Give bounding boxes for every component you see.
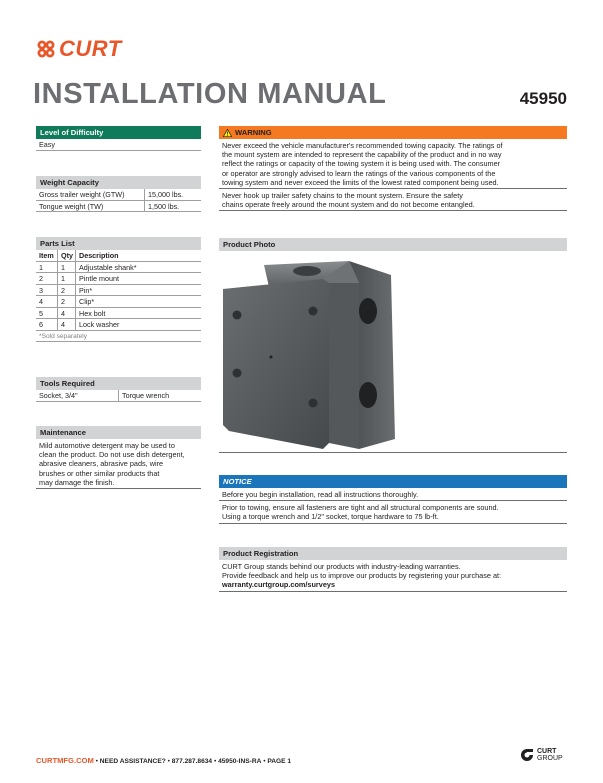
sold-separately-note: *Sold separately xyxy=(39,332,88,340)
footer-separator: • xyxy=(213,758,217,765)
notice-line: Prior to towing, ensure all fasteners are tight and all structural components are sound. xyxy=(222,503,499,513)
footer-phone: 877.287.8634 xyxy=(171,758,213,765)
part-item: 5 xyxy=(36,308,58,319)
group-line-2: GROUP xyxy=(537,755,563,763)
table-row xyxy=(36,296,201,308)
difficulty-value: Easy xyxy=(39,140,55,149)
footer-info xyxy=(36,756,291,765)
part-description: Pintle mount xyxy=(79,274,119,283)
difficulty-row xyxy=(36,139,201,151)
maintenance-text xyxy=(36,439,201,489)
maintenance-line: clean the product. Do not use dish detergent, xyxy=(39,450,185,460)
weight-capacity-heading: Weight Capacity xyxy=(36,176,201,189)
curt-group-wordmark xyxy=(537,748,563,763)
warning-heading: WARNING xyxy=(235,128,272,137)
brand-name: CURT xyxy=(59,36,122,61)
tools-heading: Tools Required xyxy=(36,377,201,390)
warning-text-2 xyxy=(219,189,567,211)
footer-assistance: NEED ASSISTANCE? xyxy=(99,758,166,765)
part-number: 45950 xyxy=(519,89,567,108)
warning-line: reflect the ratings or capacity of the towing system it is being used with. The consumer xyxy=(222,159,501,169)
product-photo-heading: Product Photo xyxy=(219,238,567,251)
part-qty: 2 xyxy=(58,296,76,307)
product-photo-section xyxy=(219,238,567,251)
part-qty: 4 xyxy=(58,308,76,319)
table-row xyxy=(36,189,201,201)
part-item: 1 xyxy=(36,262,58,273)
warning-line: chains operate freely around the mount system and do not become entangled. xyxy=(222,200,475,210)
pintle-mount-image xyxy=(219,253,567,453)
notice-line: Using a torque wrench and 1/2" socket, torque hardware to 75 lb-ft. xyxy=(222,512,439,522)
col-item-header: Item xyxy=(36,250,58,261)
page-title: INSTALLATION MANUAL xyxy=(33,78,387,110)
weight-label: Tongue weight (TW) xyxy=(36,201,145,212)
maintenance-line: abrasive cleaners, abrasive pads, wire xyxy=(39,459,164,469)
notice-text-2 xyxy=(219,501,567,523)
parts-list-section xyxy=(36,237,201,342)
footer-site-link[interactable]: CURTMFG.COM xyxy=(36,756,94,765)
maintenance-section xyxy=(36,426,201,489)
warning-line: the mount system are intended to represent the capability of the product and in no way xyxy=(222,150,502,160)
difficulty-section xyxy=(36,126,201,151)
maintenance-heading: Maintenance xyxy=(36,426,201,439)
weight-capacity-section xyxy=(36,176,201,212)
notice-line: Before you begin installation, read all instructions thoroughly. xyxy=(222,490,419,499)
registration-link[interactable]: warranty.curtgroup.com/surveys xyxy=(222,580,336,590)
table-row xyxy=(36,308,201,320)
part-description: Hex bolt xyxy=(79,308,106,318)
weight-value: 15,000 lbs. xyxy=(148,190,184,199)
footer-separator: • xyxy=(167,758,170,765)
maintenance-line: may damage the finish. xyxy=(39,477,115,487)
product-photo xyxy=(219,253,567,453)
col-qty-header: Qty xyxy=(58,250,76,261)
registration-line: CURT Group stands behind our products with industry-leading warranties. xyxy=(222,562,461,571)
curt-logo xyxy=(36,36,122,62)
registration-heading: Product Registration xyxy=(219,547,567,560)
weight-value: 1,500 lbs. xyxy=(148,201,180,211)
group-line-1: CURT xyxy=(537,748,557,755)
table-row xyxy=(36,262,201,274)
maintenance-line: Mild automotive detergent may be used to xyxy=(39,441,175,450)
notice-heading: NOTICE xyxy=(219,475,567,488)
warning-text-1 xyxy=(219,139,567,189)
tool-item: Torque wrench xyxy=(122,391,170,400)
col-description-header: Description xyxy=(79,251,119,260)
table-row xyxy=(36,319,201,331)
difficulty-heading: Level of Difficulty xyxy=(36,126,201,139)
part-qty: 4 xyxy=(58,319,76,330)
tools-row xyxy=(36,390,201,402)
curt-group-logo xyxy=(520,748,563,763)
part-qty: 2 xyxy=(58,285,76,296)
curt-gears-icon xyxy=(36,39,56,59)
parts-note-row xyxy=(36,331,201,343)
parts-list-heading: Parts List xyxy=(36,237,201,250)
warning-line: Never exceed the vehicle manufacturer's recommended towing capacity. The ratings of xyxy=(222,141,503,150)
warning-line: or operator are strongly advised to learn the ratings of the various components of the xyxy=(222,168,496,178)
part-description: Pin* xyxy=(79,285,93,295)
weight-label: Gross trailer weight (GTW) xyxy=(36,189,145,200)
table-header-row xyxy=(36,250,201,262)
warning-line: towing system and never exceed the limits of the lowest rated component being used. xyxy=(222,177,499,187)
footer-separator: • xyxy=(95,758,98,765)
part-item: 3 xyxy=(36,285,58,296)
registration-line: Provide feedback and help us to improve our products by registering your purchase at: xyxy=(222,571,502,581)
table-row xyxy=(36,201,201,213)
curt-group-icon xyxy=(520,748,534,762)
tool-item: Socket, 3/4" xyxy=(36,390,119,401)
part-item: 6 xyxy=(36,319,58,330)
tools-section xyxy=(36,377,201,402)
part-item: 2 xyxy=(36,273,58,284)
registration-text xyxy=(219,560,567,592)
part-description: Adjustable shank* xyxy=(79,262,137,272)
part-qty: 1 xyxy=(58,273,76,284)
warning-section xyxy=(219,126,567,211)
part-description: Lock washer xyxy=(79,320,120,329)
footer-page-number: PAGE 1 xyxy=(267,758,292,765)
maintenance-line: brushes or other similar products that xyxy=(39,468,160,478)
table-row xyxy=(36,285,201,297)
table-row xyxy=(36,273,201,285)
registration-section xyxy=(219,547,567,592)
part-qty: 1 xyxy=(58,262,76,273)
warning-heading-bar xyxy=(219,126,567,139)
warning-triangle-icon xyxy=(223,129,232,137)
warning-line: Never hook up trailer safety chains to the mount system. Ensure the safety xyxy=(222,191,463,201)
footer-separator: • xyxy=(263,758,266,765)
part-item: 4 xyxy=(36,296,58,307)
footer-doc-number: 45950-INS-RA xyxy=(218,758,262,765)
notice-text-1 xyxy=(219,488,567,501)
part-description: Clip* xyxy=(79,297,95,306)
notice-section xyxy=(219,475,567,524)
